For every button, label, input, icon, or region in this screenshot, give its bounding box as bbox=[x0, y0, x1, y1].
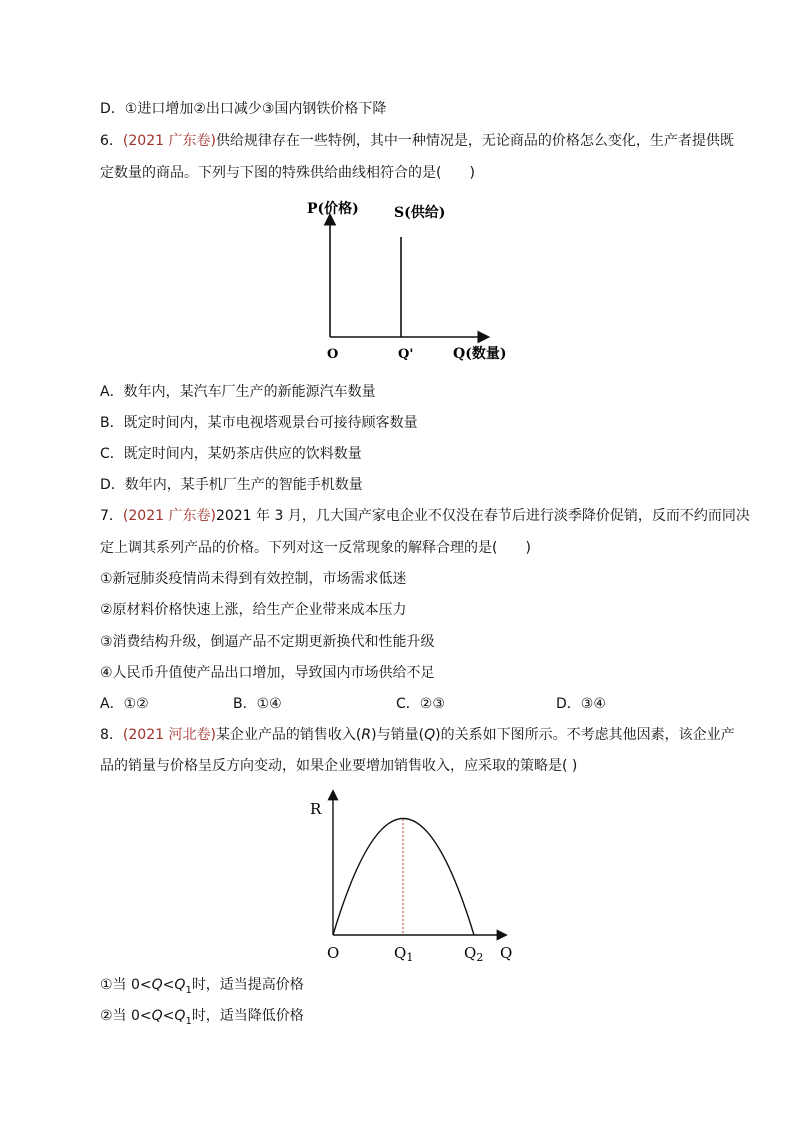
q7-source: (2021 广东卷) bbox=[122, 508, 216, 524]
q8-s1-pre: ①当 0< bbox=[100, 977, 152, 993]
q6-stem-line-1 bbox=[100, 131, 734, 151]
q6-stem-line-2: 定数量的商品。下列与下图的特殊供给曲线相符合的是( ) bbox=[100, 165, 475, 181]
q7-statement-2: ②原材料价格快速上涨，给生产企业带来成本压力 bbox=[100, 602, 407, 618]
q6-x-label: Q(数量) bbox=[453, 346, 507, 362]
q8-s2-var: Q bbox=[151, 1008, 163, 1024]
q6-y-label: P(价格) bbox=[307, 201, 359, 217]
q7-option-d: D．③④ bbox=[556, 696, 606, 712]
q8-s1-post: 时，适当提高价格 bbox=[191, 977, 304, 993]
q6-supply-figure bbox=[295, 196, 515, 366]
q7-number: 7． bbox=[100, 508, 123, 524]
q6-q-mark: Q' bbox=[398, 347, 414, 362]
q6-stem-1: 供给规律存在一些特例，其中一种情况是，无论商品的价格怎么变化，生产者提供既 bbox=[215, 133, 734, 149]
q6-option-b: B．既定时间内，某市电视塔观景台可接待顾客数量 bbox=[100, 415, 418, 431]
q8-s1-mid: < bbox=[162, 977, 175, 993]
q6-number: 6． bbox=[100, 133, 123, 149]
q8-stem-1c: )的关系如下图所示。不考虑其他因素，该企业产 bbox=[435, 727, 735, 743]
q8-q2-sub: 2 bbox=[476, 951, 484, 964]
q7-option-a: A．①② bbox=[100, 696, 149, 712]
q7-statement-1: ①新冠肺炎疫情尚未得到有效控制，市场需求低迷 bbox=[100, 571, 407, 587]
q6-curve-label: S(供给) bbox=[394, 205, 446, 221]
q8-source: (2021 河北卷) bbox=[122, 727, 216, 743]
q7-statement-4: ④人民币升值使产品出口增加，导致国内市场供给不足 bbox=[100, 665, 435, 681]
q6-source: (2021 广东卷) bbox=[122, 133, 216, 149]
q7-option-b: B．①④ bbox=[233, 696, 282, 712]
q8-statement-1 bbox=[100, 975, 304, 1001]
q8-stem-line-2: 品的销量与价格呈反方向变动，如果企业要增加销售收入，应采取的策略是( ) bbox=[100, 758, 578, 774]
q8-x-label: Q bbox=[500, 944, 513, 962]
q8-s2-mid: < bbox=[162, 1008, 175, 1024]
q6-option-a: A．数年内，某汽车厂生产的新能源汽车数量 bbox=[100, 384, 376, 400]
q8-stem-1b: )与销量( bbox=[371, 727, 425, 743]
q8-stem-line-1 bbox=[100, 725, 735, 745]
q7-stem-line-2: 定上调其系列产品的价格。下列对这一反常现象的解释合理的是( ) bbox=[100, 540, 531, 556]
q7-option-c: C．②③ bbox=[396, 696, 445, 712]
q8-origin-label: O bbox=[327, 944, 340, 962]
q6-origin-label: O bbox=[327, 347, 339, 362]
q5-option-d: D．①进口增加②出口减少③国内钢铁价格下降 bbox=[100, 101, 387, 117]
q8-s2-post: 时，适当降低价格 bbox=[191, 1008, 304, 1024]
q6-option-c: C．既定时间内，某奶茶店供应的饮料数量 bbox=[100, 446, 362, 462]
q8-q2-letter: Q bbox=[464, 944, 477, 962]
q8-q1-letter: Q bbox=[394, 944, 407, 962]
q8-stem-1a: 某企业产品的销售收入( bbox=[215, 727, 362, 743]
q8-statement-2 bbox=[100, 1006, 304, 1032]
q8-s1-var: Q bbox=[151, 977, 163, 993]
q6-option-d: D．数年内，某手机厂生产的智能手机数量 bbox=[100, 477, 363, 493]
q8-revenue-figure bbox=[300, 786, 520, 966]
q7-stem-line-1 bbox=[100, 506, 750, 526]
q8-q2-label bbox=[464, 944, 483, 964]
q8-s2-pre: ②当 0< bbox=[100, 1008, 152, 1024]
q8-number: 8． bbox=[100, 727, 123, 743]
q8-q1-sub: 1 bbox=[406, 951, 414, 964]
q8-var-r: R bbox=[361, 727, 372, 743]
q7-stem-1: 2021 年 3 月，几大国产家电企业不仅没在春节后进行淡季降价促销，反而不约而同决 bbox=[215, 508, 750, 524]
q8-s1-sub: 1 bbox=[185, 984, 192, 996]
q8-s2-sub: 1 bbox=[185, 1015, 192, 1027]
q7-statement-3: ③消费结构升级，倒逼产品不定期更新换代和性能升级 bbox=[100, 634, 435, 650]
q8-s2-var2: Q bbox=[174, 1008, 186, 1024]
q8-q1-label bbox=[394, 944, 413, 964]
q8-y-label: R bbox=[310, 800, 322, 818]
q8-var-q: Q bbox=[424, 727, 436, 743]
q8-s1-var2: Q bbox=[174, 977, 186, 993]
